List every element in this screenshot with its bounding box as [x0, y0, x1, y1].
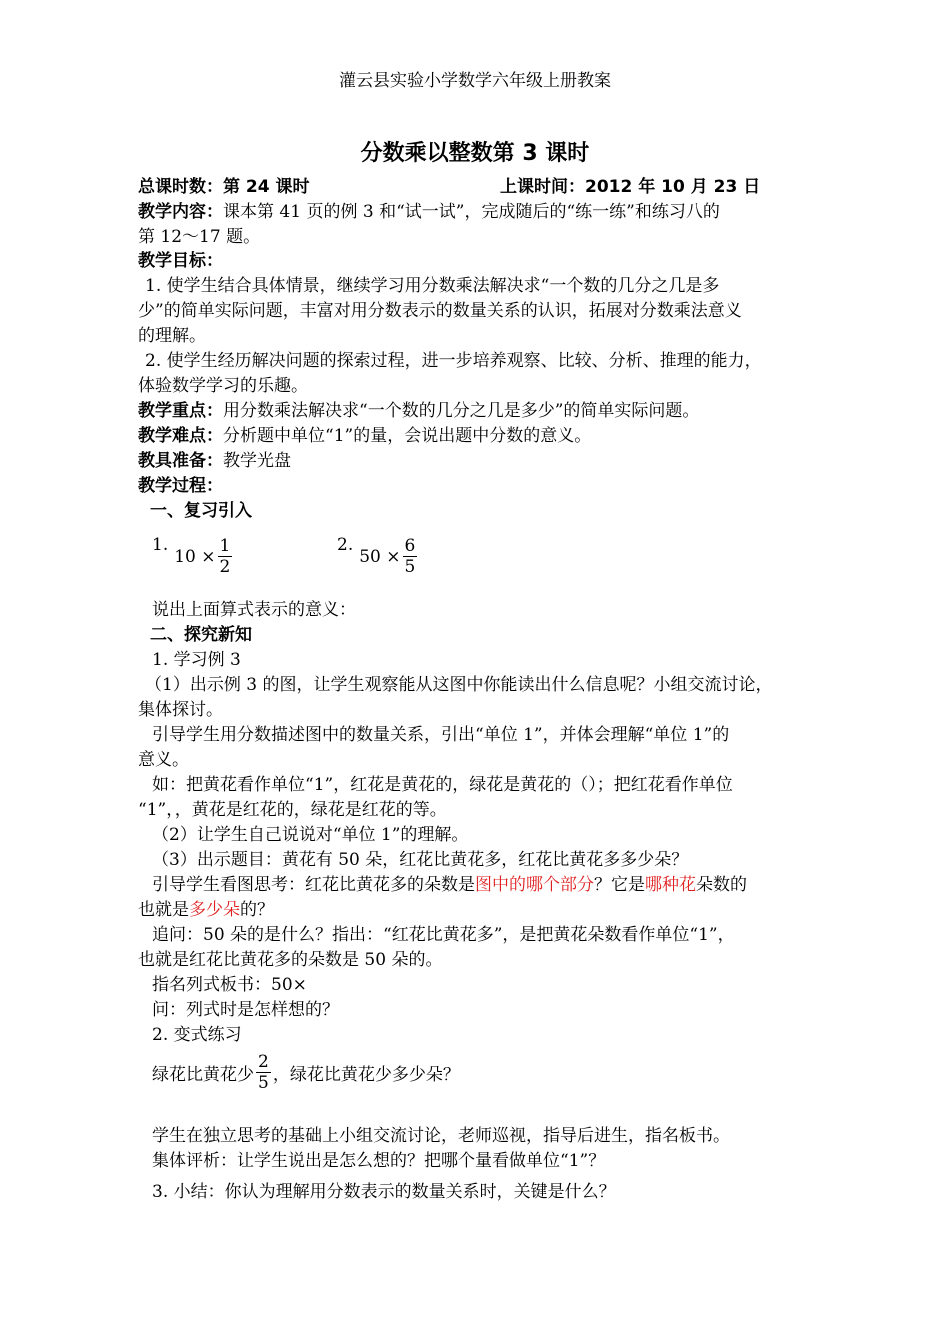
expr-1-numerator: 1	[219, 536, 231, 556]
tools-label: 教具准备：	[138, 451, 223, 471]
page-header: 灌云县实验小学数学六年级上册教案	[339, 71, 611, 91]
s2-line-13: 也就是红花比黄花多的朵数是 50 朵的。	[138, 950, 443, 970]
s2-line-14: 指名列式板书：50×	[152, 975, 307, 995]
content-label: 教学内容：	[138, 202, 223, 222]
highlight-which-flower: 哪种花	[645, 875, 696, 895]
key-label: 教学重点：	[138, 401, 223, 421]
expr-1-denominator: 2	[219, 557, 231, 577]
variant-question-a: 绿花比黄花少	[152, 1065, 254, 1085]
expr-1-base: 10 ×	[174, 546, 216, 567]
s2-line-4: 引导学生用分数描述图中的数量关系，引出“单位 1”，并体会理解“单位 1”的	[152, 725, 730, 745]
variant-denominator: 5	[258, 1073, 269, 1093]
s2-line-7: “1”，，黄花是红花的，绿花是红花的等。	[138, 800, 447, 820]
review-expression-2	[337, 536, 419, 577]
meaning-prompt: 说出上面算式表示的意义：	[152, 600, 356, 620]
difficulty-label: 教学难点：	[138, 426, 223, 446]
s2-line-15: 问：列式时是怎样想的？	[152, 1000, 339, 1020]
goal-2-line-2: 体验数学学习的乐趣。	[138, 376, 308, 396]
content-line-2: 第 12～17 题。	[138, 227, 261, 247]
s2-line-11-c: 的？	[240, 900, 274, 920]
expr-1-index: 1.	[152, 534, 169, 555]
expr-2-base: 50 ×	[359, 546, 401, 567]
goals-label: 教学目标：	[138, 251, 223, 271]
highlight-which-part: 图中的哪个部分	[475, 875, 594, 895]
difficulty-point	[138, 424, 840, 448]
goal-1-line-2: 少”的简单实际问题，丰富对用分数表示的数量关系的认识，拓展对分数乘法意义	[138, 301, 742, 321]
s2-line-1: 1. 学习例 3	[152, 650, 241, 670]
s2-line-10-a: 引导学生看图思考：红花比黄花多的朵数是	[152, 875, 475, 895]
expr-2-fraction	[403, 536, 418, 577]
s2-line-18: 学生在独立思考的基础上小组交流讨论，老师巡视，指导后进生，指名板书。	[152, 1126, 730, 1146]
s2-line-16: 2. 变式练习	[152, 1025, 242, 1045]
variant-question-b: ，绿花比黄花少多少朵？	[272, 1065, 460, 1085]
expr-2-denominator: 5	[404, 557, 416, 577]
s2-line-10	[152, 873, 840, 897]
s2-line-11	[138, 898, 840, 922]
content-line-1	[138, 200, 840, 224]
s2-line-6: 如：把黄花看作单位“1”，红花是黄花的，绿花是黄花的（）；把红花看作单位	[152, 775, 733, 795]
s2-line-2: （1）出示例 3 的图，让学生观察能从这图中你能读出什么信息呢？小组交流讨论，	[145, 675, 773, 695]
s2-line-8: （2）让学生自己说说对“单位 1”的理解。	[152, 825, 469, 845]
s2-line-3: 集体探讨。	[138, 700, 223, 720]
s2-line-11-a: 也就是	[138, 900, 189, 920]
tools-line	[138, 449, 840, 473]
meta-line	[138, 175, 840, 199]
difficulty-text: 分析题中单位“1”的量，会说出题中分数的意义。	[223, 426, 592, 446]
section-2-heading: 二、探究新知	[150, 625, 252, 645]
process-label: 教学过程：	[138, 476, 223, 496]
goal-1-line-1: 1. 使学生结合具体情景，继续学习用分数乘法解决求“一个数的几分之几是多	[145, 276, 720, 296]
review-expression-1	[152, 536, 234, 577]
tools-text: 教学光盘	[223, 451, 291, 471]
key-point	[138, 399, 840, 423]
variant-fraction	[256, 1052, 271, 1093]
s2-line-12: 追问：50 朵的是什么？指出：“红花比黄花多”，是把黄花朵数看作单位“1”，	[152, 925, 735, 945]
variant-numerator: 2	[258, 1052, 269, 1072]
highlight-how-many: 多少朵	[189, 900, 240, 920]
s2-line-9: （3）出示题目：黄花有 50 朵，红花比黄花多，红花比黄花多多少朵？	[152, 850, 689, 870]
expr-2-numerator: 6	[404, 536, 416, 556]
lesson-date: 上课时间：2012 年 10 月 23 日	[500, 177, 761, 197]
content-text: 课本第 41 页的例 3 和“试一试”，完成随后的“练一练”和练习八的	[223, 202, 720, 222]
key-text: 用分数乘法解决求“一个数的几分之几是多少”的简单实际问题。	[223, 401, 700, 421]
s2-line-19: 集体评析：让学生说出是怎么想的？把哪个量看做单位“1”？	[152, 1151, 606, 1171]
s2-line-10-e: 朵数的	[696, 875, 747, 895]
expr-1-fraction	[218, 536, 233, 577]
s2-line-10-c: ？它是	[594, 875, 645, 895]
goal-1-line-3: 的理解。	[138, 326, 206, 346]
s2-line-5: 意义。	[138, 750, 189, 770]
total-lessons: 总课时数：第 24 课时	[138, 177, 310, 197]
variant-question	[152, 1052, 460, 1093]
goal-2-line-1: 2. 使学生经历解决问题的探索过程，进一步培养观察、比较、分析、推理的能力，	[145, 351, 762, 371]
expr-2-index: 2.	[337, 534, 354, 555]
section-1-heading: 一、复习引入	[150, 501, 252, 521]
lesson-title: 分数乘以整数第 3 课时	[360, 141, 590, 166]
s2-line-20: 3. 小结：你认为理解用分数表示的数量关系时，关键是什么？	[152, 1182, 616, 1202]
